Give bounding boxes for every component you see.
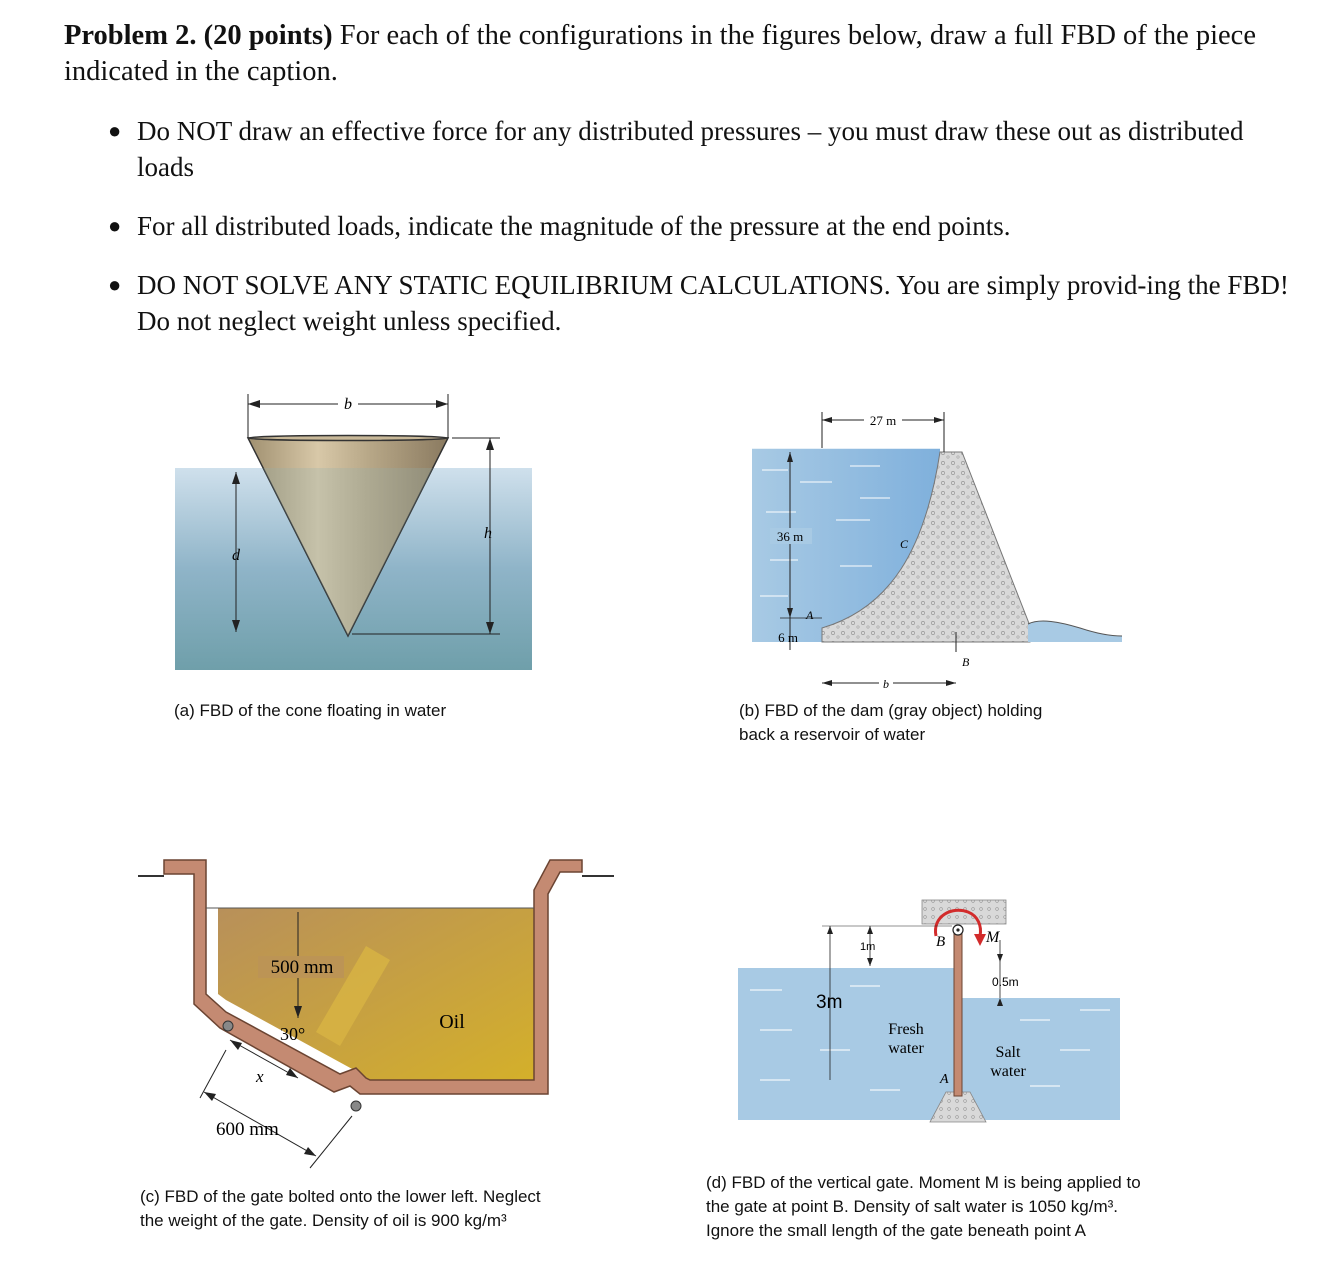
moment-arrowhead-icon [974, 934, 986, 946]
arrow-right-icon [436, 400, 448, 408]
caption-d-line-3: Ignore the small length of the gate beneath point A [706, 1221, 1086, 1240]
label-h: h [484, 525, 492, 542]
caption-c-line-1: (c) FBD of the gate bolted onto the lower left. Neglect [140, 1187, 541, 1206]
label-point-b: B [936, 934, 946, 950]
dim-600mm-tick-left [200, 1050, 226, 1098]
arrow-left-icon [230, 1040, 242, 1050]
arrow-down-icon [997, 954, 1003, 962]
label-600mm: 600 mm [216, 1119, 279, 1140]
arrow-up-icon [486, 438, 494, 450]
problem-label: Problem 2. (20 points) [64, 20, 333, 51]
fresh-water-region [738, 968, 958, 1120]
label-6m: 6 m [778, 630, 798, 645]
cone-top-rim [248, 436, 448, 441]
bolt-lower-icon [351, 1101, 361, 1111]
arrow-left-icon [204, 1092, 216, 1101]
label-30deg: 30° [280, 1024, 306, 1044]
caption-b-line-2: back a reservoir of water [739, 725, 926, 744]
arrow-right-icon [304, 1147, 316, 1156]
oil-region [218, 908, 534, 1082]
label-x: x [256, 1067, 264, 1086]
caption-a: (a) FBD of the cone floating in water [174, 701, 447, 720]
arrow-down-icon [867, 958, 873, 966]
label-36m: 36 m [776, 529, 804, 544]
caption-b-line-1: (b) FBD of the dam (gray object) holding [739, 701, 1043, 720]
arrow-left-icon [822, 417, 832, 423]
label-moment-m: M [986, 929, 1000, 946]
label-point-a: A [806, 608, 814, 622]
label-1m: 1m [860, 941, 876, 953]
caption-d-line-2: the gate at point B. Density of salt water is 1050 kg/m³. [706, 1197, 1118, 1216]
figure-b-dam [740, 400, 1140, 700]
ground-right [1028, 621, 1122, 642]
arrow-left-icon [822, 680, 832, 686]
arrow-up-icon [827, 926, 833, 934]
bullet-dot-icon: ● [108, 118, 122, 143]
label-point-a: A [940, 1072, 949, 1087]
caption-d [706, 1171, 1141, 1243]
bullet-text: For all distributed loads, indicate the magnitude of the pressure at the end points. [137, 211, 1011, 241]
label-point-b: B [962, 655, 970, 669]
label-salt-1: Salt [995, 1044, 1021, 1061]
salt-water-region [962, 998, 1120, 1120]
arrow-right-icon [946, 680, 956, 686]
label-3m: 3m [816, 992, 843, 1013]
caption-c-line-2: the weight of the gate. Density of oil is 900 kg/m³ [140, 1211, 507, 1230]
label-fresh-2: water [888, 1040, 924, 1057]
figure-d-gate [730, 890, 1130, 1130]
figure-c-tank [130, 850, 620, 1180]
figure-a-cone [160, 380, 540, 680]
label-05m: 0.5m [992, 975, 1019, 989]
bullet-text: DO NOT SOLVE ANY STATIC EQUILIBRIUM CALCULATIONS. You are simply provid-ing the FBD! Do not neglect weight unless specified. [137, 270, 1289, 336]
label-point-c: C [900, 537, 909, 551]
caption-c [140, 1185, 541, 1233]
vertical-gate [954, 930, 962, 1096]
caption-b [739, 699, 1042, 747]
bolt-upper-icon [223, 1021, 233, 1031]
label-500mm: 500 mm [270, 957, 334, 978]
bullet-text: Do NOT draw an effective force for any distributed pressures – you must draw these out as distributed loads [137, 116, 1244, 182]
arrow-right-icon [934, 417, 944, 423]
arrow-up-icon [867, 926, 873, 934]
bullet-dot-icon: ● [108, 272, 122, 297]
dim-600mm-tick-right [310, 1116, 352, 1168]
label-fresh-1: Fresh [888, 1021, 924, 1038]
label-27m: 27 m [869, 413, 897, 428]
label-d: d [232, 547, 240, 564]
arrow-left-icon [248, 400, 260, 408]
label-oil: Oil [439, 1011, 465, 1033]
problem-statement [64, 18, 1300, 90]
caption-d-line-1: (d) FBD of the vertical gate. Moment M is being applied to [706, 1173, 1141, 1192]
label-salt-2: water [990, 1063, 1026, 1080]
label-b: b [344, 396, 352, 413]
bullet-dot-icon: ● [108, 213, 122, 238]
problem-text: For each of the configurations in the figures below, draw a full FBD of the piece indicated in the caption. [64, 20, 1256, 87]
label-b-dim: b [883, 677, 889, 691]
